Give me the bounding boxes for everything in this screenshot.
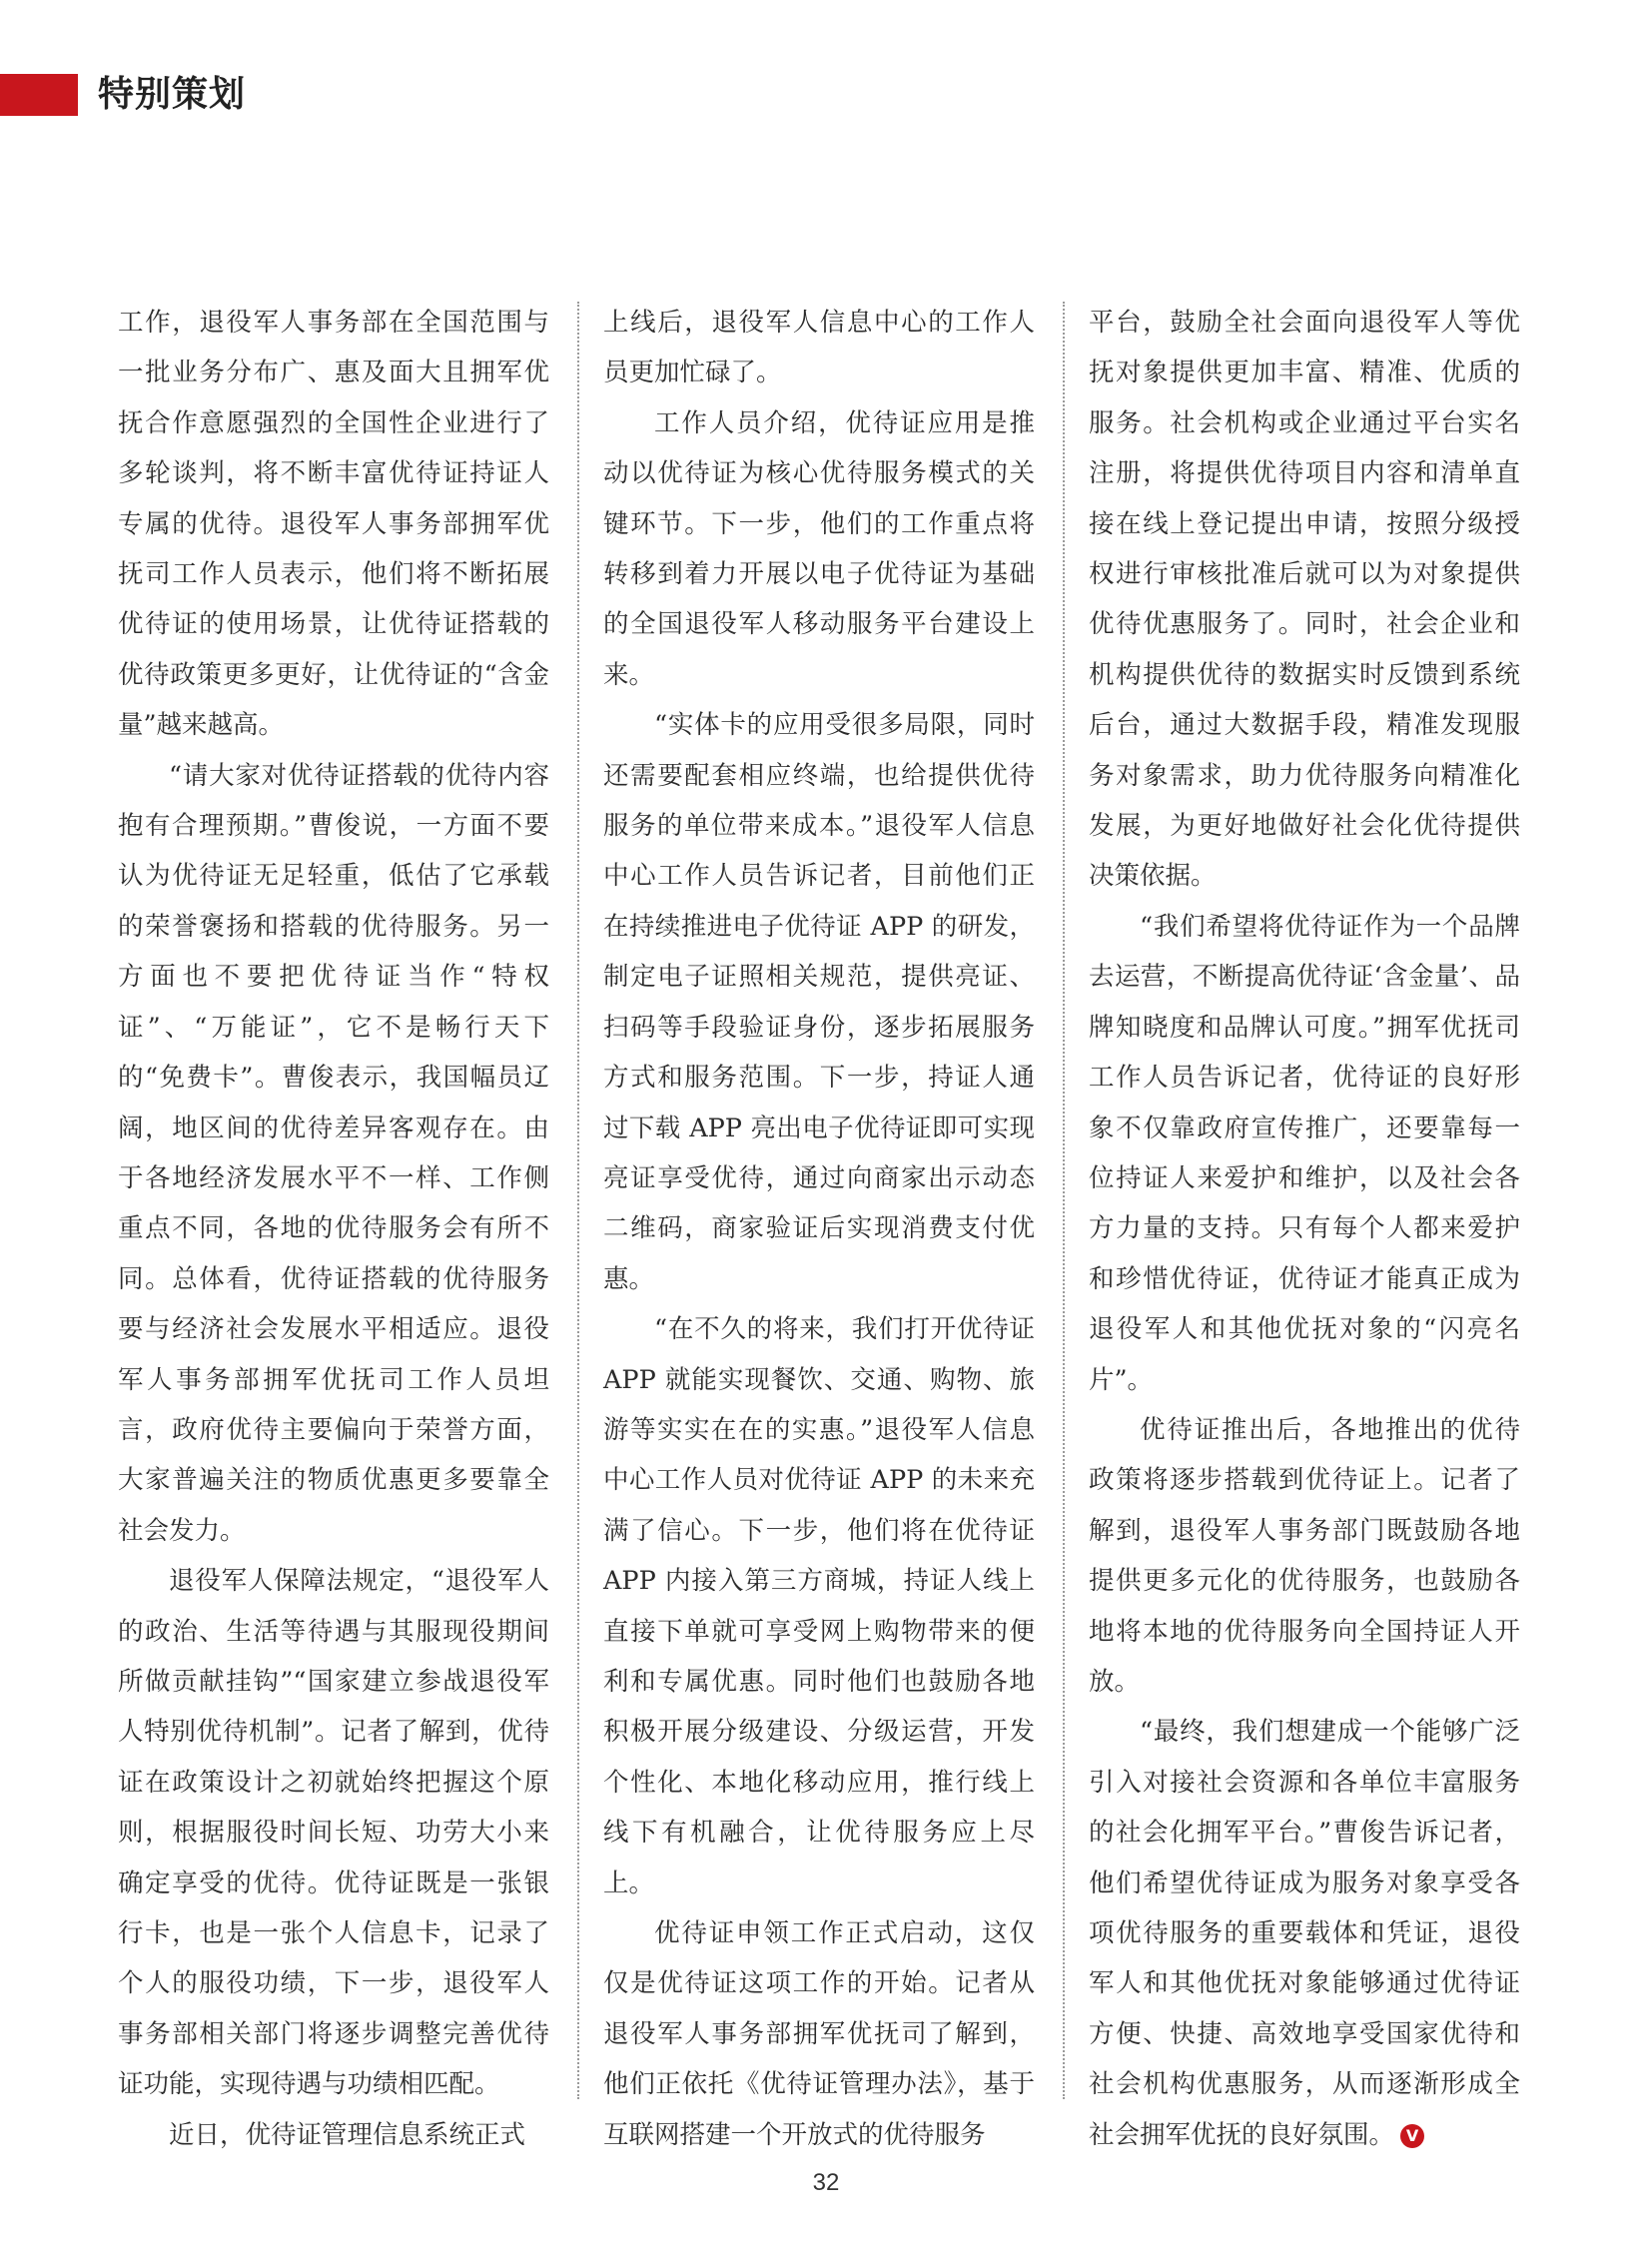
page-number: 32 [812, 2169, 840, 2196]
paragraph: 优待证申领工作正式启动，这仅仅是优待证这项工作的开始。记者从退役军人事务部拥军优抚司了解到，他们正依托《优待证管理办法》，基于互联网搭建一个开放式的优待服务 [603, 1918, 1035, 2150]
paragraph: “请大家对优待证搭载的优待内容抱有合理预期。”曹俊说，一方面不要认为优待证无足轻重，低估了它承载的荣誉褒扬和搭载的优待服务。另一方面也不要把优待证当作“特权证”、“万能证”，它不是畅行天下的“免费卡”。曹俊表示，我国幅员辽阔，地区间的优待差异客观存在。由于各地经济发展水平不一样、工作侧重点不同，各地的优待服务会有所不同。总体看，优待证搭载的优待服务要与经济社会发展水平相适应。退役军人事务部拥军优抚司工作人员坦言，政府优待主要偏向于荣誉方面，大家普遍关注的物质优惠更多要靠全社会发力。 [118, 760, 549, 1546]
paragraph: 平台，鼓励全社会面向退役军人等优抚对象提供更加丰富、精准、优质的服务。社会机构或企业通过平台实名注册，将提供优待项目内容和清单直接在线上登记提出申请，按照分级授权进行审核批准后就可以为对象提供优待优惠服务了。同时，社会企业和机构提供优待的数据实时反馈到系统后台，通过大数据手段，精准发现服务对象需求，助力优待服务向精准化发展，为更好地做好社会化优待提供决策依据。 [1089, 308, 1520, 892]
paragraph: 优待证推出后，各地推出的优待政策将逐步搭载到优待证上。记者了解到，退役军人事务部门既鼓励各地提供更多元化的优待服务，也鼓励各地将本地的优待服务向全国持证人开放。 [1089, 1414, 1520, 1697]
paragraph-text: “最终，我们想建成一个能够广泛引入对接社会资源和各单位丰富服务的社会化拥军平台。”曹俊告诉记者，他们希望优待证成为服务对象享受各项优待服务的重要载体和凭证，退役军人和其他优抚对象能够通过优待证方便、快捷、高效地享受国家优待和社会机构优惠服务，从而逐渐形成全社会拥军优抚的良好氛围。 [1089, 1717, 1520, 2150]
paragraph: 工作，退役军人事务部在全国范围与一批业务分布广、惠及面大且拥军优抚合作意愿强烈的全国性企业进行了多轮谈判，将不断丰富优待证持证人专属的优待。退役军人事务部拥军优抚司工作人员表示，他们将不断拓展优待证的使用场景，让优待证搭载的优待政策更多更好，让优待证的“含金量”越来越高。 [118, 308, 549, 741]
text-column-1 [118, 298, 549, 2160]
header-accent-bar [0, 74, 78, 116]
paragraph: 工作人员介绍，优待证应用是推动以优待证为核心优待服务模式的关键环节。下一步，他们的工作重点将转移到着力开展以电子优待证为基础的全国退役军人移动服务平台建设上来。 [603, 407, 1035, 690]
text-column-2 [603, 298, 1035, 2160]
column-divider [1063, 302, 1065, 2099]
section-title: 特别策划 [98, 74, 247, 115]
paragraph: 退役军人保障法规定，“退役军人的政治、生活等待遇与其服现役期间所做贡献挂钩”“国家建立参战退役军人特别优待机制”。记者了解到，优待证在政策设计之初就始终把握这个原则，根据服役时间长短、功劳大小来确定享受的优待。优待证既是一张银行卡，也是一张个人信息卡，记录了个人的服役功绩，下一步，退役军人事务部相关部门将逐步调整完善优待证功能，实现待遇与功绩相匹配。 [118, 1566, 549, 2100]
paragraph: “在不久的将来，我们打开优待证 APP 就能实现餐饮、交通、购物、旅游等实实在在的实惠。”退役军人信息中心工作人员对优待证 APP 的未来充满了信心。下一步，他们将在优待证 APP 内接入第三方商城，持证人线上直接下单就可享受网上购物带来的便利和专属优惠。同时他们也鼓励各地积极开展分级建设、分级运营，开发个性化、本地化移动应用，推行线上线下有机融合，让优待服务应上尽上。 [603, 1314, 1035, 1898]
paragraph: 上线后，退役军人信息中心的工作人员更加忙碌了。 [603, 308, 1035, 388]
paragraph [1089, 1707, 1520, 2160]
paragraph: 近日，优待证管理信息系统正式 [169, 2119, 526, 2150]
paragraph: “我们希望将优待证作为一个品牌去运营，不断提高优待证‘含金量’、品牌知晓度和品牌认可度。”拥军优抚司工作人员告诉记者，优待证的良好形象不仅靠政府宣传推广，还要靠每一位持证人来爱护和维护，以及社会各方力量的支持。只有每个人都来爱护和珍惜优待证，优待证才能真正成为退役军人和其他优抚对象的“闪亮名片”。 [1089, 911, 1520, 1395]
paragraph: “实体卡的应用受很多局限，同时还需要配套相应终端，也给提供优待服务的单位带来成本。”退役军人信息中心工作人员告诉记者，目前他们正在持续推进电子优待证 APP 的研发，制定电子证照相关规范，提供亮证、扫码等手段验证身份，逐步拓展服务方式和服务范围。下一步，持证人通过下载 APP 亮出电子优待证即可实现亮证享受优待，通过向商家出示动态二维码，商家验证后实现消费支付优惠。 [603, 710, 1035, 1294]
text-column-3 [1089, 298, 1520, 2160]
column-divider [577, 302, 579, 2099]
end-mark-icon: V [1400, 2124, 1424, 2148]
